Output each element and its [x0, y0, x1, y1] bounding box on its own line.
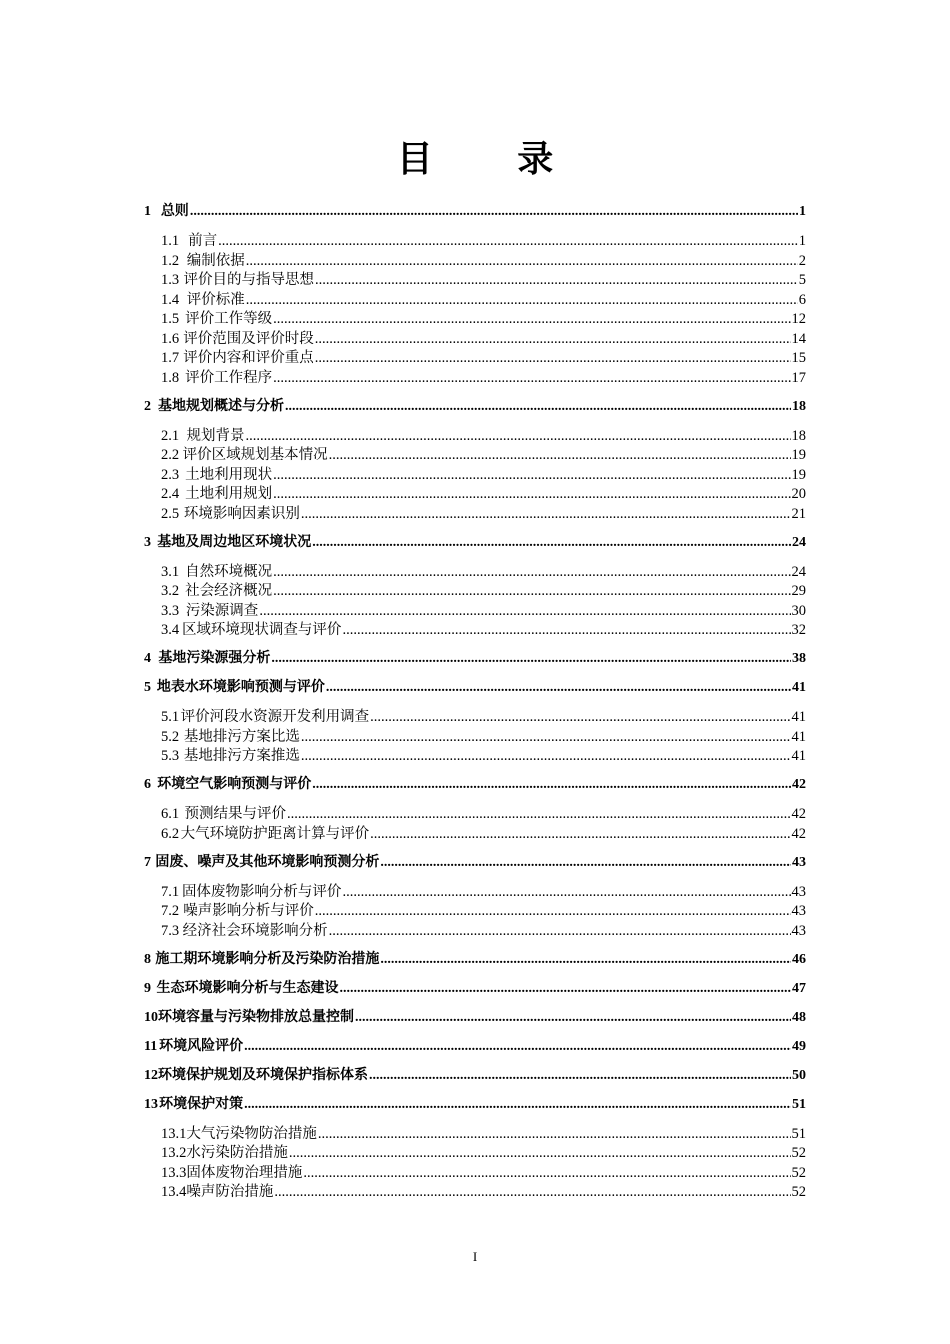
toc-entry-title: 固体废物影响分析与评价	[181, 883, 342, 900]
toc-entry-number: 7.2	[161, 903, 180, 919]
toc-leader-dots	[274, 1184, 790, 1201]
toc-entry-title: 固废、噪声及其他环境影响预测分析	[155, 853, 380, 870]
toc-chapter-entry[interactable]	[144, 773, 806, 793]
toc-leader-dots	[312, 534, 791, 551]
toc-entry-title: 地表水环境影响预测与评价	[156, 679, 325, 695]
toc-entry-number: 7	[144, 854, 151, 870]
toc-entry-title: 基地排污方案推选	[183, 748, 300, 764]
toc-entry-title: 社会经济概况	[185, 583, 273, 599]
toc-entry-number: 3.4	[161, 622, 180, 638]
toc-entry-title: 总则	[160, 203, 189, 219]
toc-leader-dots	[326, 679, 791, 696]
toc-leader-dots	[329, 447, 791, 464]
toc-chapter-entry[interactable]	[144, 1035, 806, 1055]
toc-section-entry[interactable]	[144, 919, 806, 940]
toc-leader-dots	[273, 486, 790, 503]
toc-entry-number: 1	[144, 204, 151, 219]
toc-entry-page: 41	[792, 680, 806, 695]
toc-leader-dots	[315, 903, 791, 920]
toc-entry-title: 基地规划概述与分析	[157, 397, 284, 414]
toc-section-entry[interactable]	[144, 579, 806, 600]
toc-entry-number: 2	[144, 398, 151, 414]
toc-entry-title: 评价标准	[186, 291, 245, 308]
toc-entry-title: 评价河段水资源开发利用调查	[180, 709, 370, 725]
toc-chapter-entry[interactable]	[144, 1064, 806, 1084]
toc-chapter-entry[interactable]	[144, 676, 806, 696]
toc-entry-number: 2.1	[161, 427, 180, 444]
toc-entry-number: 7.1	[161, 883, 180, 900]
toc-chapter-entry[interactable]	[144, 851, 806, 871]
toc-entry-page: 42	[791, 806, 806, 822]
toc-entry-number: 1.5	[161, 311, 180, 327]
toc-entry-number: 3.1	[161, 563, 180, 580]
toc-section-entry[interactable]	[144, 880, 806, 901]
toc-entry-page: 24	[791, 563, 806, 580]
toc-leader-dots	[273, 311, 790, 328]
toc-entry-number: 6.2	[161, 825, 180, 842]
toc-entry-title: 生态环境影响分析与生态建设	[156, 979, 339, 996]
toc-entry-page: 5	[798, 272, 806, 288]
toc-entry-number: 13.3	[161, 1164, 187, 1181]
toc-entry-page: 24	[792, 534, 806, 550]
toc-entry-number: 2.4	[161, 486, 180, 502]
toc-entry-number: 11	[144, 1038, 158, 1054]
toc-section-entry[interactable]	[144, 366, 806, 387]
toc-section-entry[interactable]	[144, 229, 806, 250]
toc-entry-page: 20	[791, 486, 806, 502]
toc-entry-number: 1.1	[161, 233, 180, 249]
toc-entry-page: 21	[791, 505, 806, 522]
toc-section-entry[interactable]	[144, 1180, 806, 1201]
toc-entry-title: 环境保护规划及环境保护指标体系	[158, 1066, 368, 1083]
toc-leader-dots	[315, 272, 798, 289]
toc-entry-page: 49	[792, 1038, 806, 1054]
toc-entry-page: 52	[791, 1184, 806, 1200]
toc-entry-page: 18	[792, 398, 806, 414]
toc-section-entry[interactable]	[144, 899, 806, 920]
toc-entry-page: 47	[792, 980, 806, 996]
toc-chapter-entry[interactable]	[144, 200, 806, 220]
toc-entry-title: 大气环境防护距离计算与评价	[180, 825, 370, 842]
toc-entry-title: 基地及周边地区环境状况	[157, 533, 312, 550]
toc-entry-number: 1.4	[161, 291, 180, 308]
toc-entry-title: 评价区域规划基本情况	[182, 447, 328, 463]
page-title: 目 录	[396, 139, 590, 180]
toc-chapter-entry[interactable]	[144, 531, 806, 551]
toc-entry-title: 固体废物治理措施	[186, 1164, 303, 1181]
toc-leader-dots	[271, 650, 791, 667]
toc-leader-dots	[287, 806, 790, 823]
toc-leader-dots	[301, 729, 791, 746]
toc-entry-title: 环境容量与污染物排放总量控制	[158, 1008, 354, 1025]
toc-section-entry[interactable]	[144, 502, 806, 523]
toc-entry-page: 19	[791, 466, 806, 483]
toc-entry-number: 2.5	[161, 505, 180, 522]
toc-section-entry[interactable]	[144, 1141, 806, 1162]
toc-leader-dots	[244, 1096, 791, 1113]
toc-section-entry[interactable]	[144, 268, 806, 289]
toc-leader-dots	[244, 1038, 791, 1055]
toc-section-entry[interactable]	[144, 560, 806, 581]
toc-entry-page: 43	[792, 854, 806, 870]
toc-leader-dots	[259, 603, 790, 620]
toc-leader-dots	[245, 428, 790, 445]
toc-entry-number: 10	[144, 1009, 158, 1025]
toc-entry-number: 13.4	[161, 1184, 187, 1200]
toc-entry-number: 2.2	[161, 447, 180, 463]
toc-entry-title: 规划背景	[186, 427, 245, 444]
toc-section-entry[interactable]	[144, 1161, 806, 1182]
toc-entry-number: 2.3	[161, 466, 180, 483]
toc-section-entry[interactable]	[144, 443, 806, 464]
toc-entry-page: 41	[791, 709, 806, 725]
toc-entry-number: 5.3	[161, 748, 180, 764]
page-number: I	[472, 1249, 478, 1264]
toc-leader-dots	[370, 709, 790, 726]
toc-section-entry[interactable]	[144, 802, 806, 823]
toc-entry-page: 52	[791, 1145, 806, 1161]
toc-entry-number: 12	[144, 1067, 158, 1083]
toc-section-entry[interactable]	[144, 424, 806, 445]
toc-entry-page: 52	[791, 1164, 806, 1181]
toc-leader-dots	[289, 1145, 791, 1162]
toc-entry-number: 13	[144, 1096, 158, 1112]
toc-entry-page: 41	[791, 728, 806, 745]
toc-leader-dots	[273, 564, 790, 581]
toc-chapter-entry[interactable]	[144, 647, 806, 667]
toc-entry-title: 环境保护对策	[159, 1095, 244, 1112]
toc-leader-dots	[190, 203, 798, 220]
toc-leader-dots	[370, 826, 790, 843]
toc-entry-page: 46	[792, 951, 806, 967]
toc-section-entry[interactable]	[144, 346, 806, 367]
toc-entry-title: 噪声防治措施	[186, 1184, 274, 1200]
toc-leader-dots	[246, 253, 798, 270]
toc-entry-number: 3	[144, 534, 151, 550]
toc-leader-dots	[369, 1067, 791, 1084]
toc-entry-title: 环境影响因素识别	[183, 505, 300, 522]
toc-entry-title: 评价工作程序	[185, 369, 273, 386]
toc-chapter-entry[interactable]	[144, 977, 806, 997]
toc-section-entry[interactable]	[144, 482, 806, 503]
toc-entry-page: 51	[791, 1125, 806, 1142]
toc-entry-page: 17	[791, 369, 806, 386]
toc-entry-number: 5.2	[161, 728, 180, 745]
toc-entry-title: 噪声影响分析与评价	[183, 903, 314, 919]
toc-leader-dots	[315, 350, 791, 367]
toc-entry-number: 1.2	[161, 252, 180, 269]
toc-leader-dots	[315, 331, 791, 348]
toc-entry-title: 自然环境概况	[185, 563, 273, 580]
toc-entry-number: 5	[144, 680, 151, 695]
toc-entry-number: 1.3	[161, 272, 180, 288]
toc-entry-title: 基地排污方案比选	[183, 728, 300, 745]
toc-leader-dots	[339, 980, 791, 997]
toc-leader-dots	[285, 398, 791, 415]
toc-entry-page: 41	[791, 748, 806, 764]
toc-entry-title: 污染源调查	[185, 602, 259, 619]
toc-entry-page: 15	[791, 350, 806, 366]
toc-section-entry[interactable]	[144, 463, 806, 484]
toc-entry-page: 1	[798, 233, 806, 249]
toc-section-entry[interactable]	[144, 618, 806, 639]
toc-leader-dots	[301, 748, 791, 765]
toc-section-entry[interactable]	[144, 327, 806, 348]
toc-leader-dots	[329, 923, 791, 940]
toc-entry-page: 1	[799, 204, 806, 219]
toc-entry-title: 施工期环境影响分析及污染防治措施	[155, 950, 380, 967]
toc-entry-page: 43	[791, 922, 806, 939]
toc-leader-dots	[342, 622, 790, 639]
toc-section-entry[interactable]	[144, 288, 806, 309]
toc-leader-dots	[273, 467, 790, 484]
toc-entry-title: 评价工作等级	[185, 311, 273, 327]
toc-entry-title: 环境风险评价	[159, 1037, 244, 1054]
toc-entry-page: 19	[791, 447, 806, 463]
toc-chapter-entry[interactable]	[144, 1093, 806, 1113]
toc-section-entry[interactable]	[144, 1122, 806, 1143]
toc-entry-page: 30	[791, 602, 806, 619]
toc-entry-number: 6	[144, 777, 151, 792]
toc-leader-dots	[218, 233, 798, 250]
toc-entry-page: 42	[792, 777, 806, 792]
toc-leader-dots	[303, 1165, 790, 1182]
toc-entry-number: 3.2	[161, 583, 180, 599]
toc-entry-title: 评价范围及评价时段	[183, 330, 314, 347]
toc-entry-title: 经济社会环境影响分析	[182, 922, 328, 939]
toc-entry-number: 7.3	[161, 922, 180, 939]
toc-entry-title: 预测结果与评价	[184, 806, 287, 822]
toc-entry-title: 评价内容和评价重点	[183, 350, 314, 366]
toc-entry-title: 水污染防治措施	[186, 1145, 288, 1161]
toc-entry-number: 13.1	[161, 1125, 187, 1142]
toc-entry-number: 8	[144, 951, 151, 967]
toc-entry-page: 43	[791, 883, 806, 900]
toc-chapter-entry[interactable]	[144, 948, 806, 968]
toc-entry-title: 评价目的与指导思想	[183, 272, 315, 288]
toc-leader-dots	[273, 370, 790, 387]
toc-entry-title: 土地利用规划	[185, 486, 273, 502]
toc-entry-page: 6	[798, 291, 806, 308]
toc-leader-dots	[312, 776, 791, 793]
toc-entry-title: 环境空气影响预测与评价	[157, 776, 312, 792]
toc-entry-title: 编制依据	[186, 252, 245, 269]
toc-entry-number: 1.8	[161, 369, 180, 386]
toc-entry-page: 38	[792, 651, 806, 666]
toc-section-entry[interactable]	[144, 822, 806, 843]
toc-entry-number: 9	[144, 980, 151, 996]
toc-entry-title: 区域环境现状调查与评价	[181, 622, 342, 638]
toc-chapter-entry[interactable]	[144, 395, 806, 415]
toc-entry-number: 1.6	[161, 330, 180, 347]
toc-chapter-entry[interactable]	[144, 1006, 806, 1026]
toc-entry-title: 基地污染源强分析	[158, 650, 271, 666]
toc-entry-title: 前言	[188, 233, 218, 249]
toc-entry-page: 43	[791, 903, 806, 919]
toc-leader-dots	[380, 854, 791, 871]
toc-entry-page: 18	[791, 427, 806, 444]
toc-leader-dots	[380, 951, 791, 968]
toc-entry-title: 大气污染物防治措施	[186, 1125, 317, 1142]
toc-entry-number: 5.1	[161, 709, 180, 725]
toc-section-entry[interactable]	[144, 249, 806, 270]
toc-entry-page: 2	[798, 252, 806, 269]
toc-leader-dots	[342, 884, 790, 901]
toc-entry-page: 32	[791, 622, 806, 638]
toc-section-entry[interactable]	[144, 705, 806, 726]
toc-section-entry[interactable]	[144, 744, 806, 765]
toc-entry-number: 1.7	[161, 350, 180, 366]
toc-entry-page: 48	[792, 1009, 806, 1025]
toc-leader-dots	[246, 292, 798, 309]
toc-entry-page: 12	[791, 311, 806, 327]
toc-section-entry[interactable]	[144, 307, 806, 328]
toc-section-entry[interactable]	[144, 599, 806, 620]
toc-entry-number: 6.1	[161, 806, 180, 822]
toc-leader-dots	[318, 1126, 791, 1143]
toc-entry-number: 3.3	[161, 602, 180, 619]
toc-entry-page: 14	[791, 330, 806, 347]
toc-section-entry[interactable]	[144, 725, 806, 746]
toc-entry-page: 29	[791, 583, 806, 599]
toc-entry-title: 土地利用现状	[185, 466, 273, 483]
toc-leader-dots	[301, 506, 791, 523]
toc-leader-dots	[273, 583, 790, 600]
toc-entry-page: 42	[791, 825, 806, 842]
toc-entry-number: 13.2	[161, 1145, 187, 1161]
toc-entry-page: 50	[792, 1067, 806, 1083]
toc-entry-page: 51	[792, 1096, 806, 1112]
toc-leader-dots	[355, 1009, 791, 1026]
toc-entry-number: 4	[144, 651, 151, 666]
